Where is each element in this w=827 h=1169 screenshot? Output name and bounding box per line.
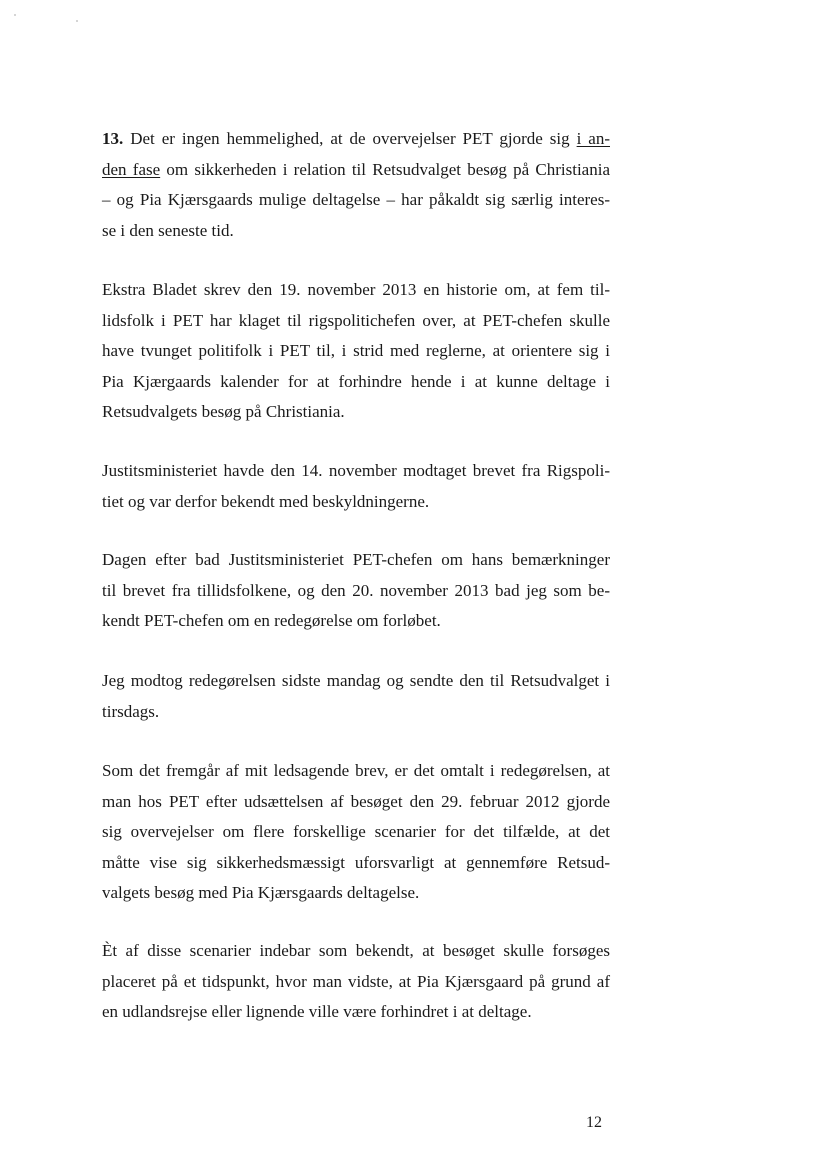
paragraph-3 <box>102 456 610 517</box>
underlined-text: i an- <box>576 129 610 148</box>
line-text: om sikkerheden i relation til Retsudvalget besøg på Christiania <box>160 159 610 179</box>
paragraph-2 <box>102 275 610 428</box>
paragraph-line: Som det fremgår af mit ledsagende brev, er det omtalt i redegørelsen, at <box>102 761 610 780</box>
paragraph-line: Ekstra Bladet skrev den 19. november 2013 en historie om, at fem til- <box>102 280 610 299</box>
paragraph-line: Pia Kjærgaards kalender for at forhindre hende i at kunne deltage i <box>102 371 610 391</box>
line-text: Det er ingen hemmelighed, at de overvejelser PET gjorde sig <box>123 129 577 148</box>
paragraph-line: måtte vise sig sikkerhedsmæssigt uforsvarligt at gennemføre Retsud- <box>102 852 610 872</box>
paragraph-line: Jeg modtog redegørelsen sidste mandag og sendte den til Retsudvalget i <box>102 671 610 690</box>
paragraph-line: Dagen efter bad Justitsministeriet PET-chefen om hans bemærkninger <box>102 550 610 569</box>
paragraph-line: placeret på et tidspunkt, hvor man vidste, at Pia Kjærsgaard på grund af <box>102 971 610 991</box>
paragraph-line: – og Pia Kjærsgaards mulige deltagelse – har påkaldt sig særlig interes- <box>102 190 610 209</box>
scan-speck <box>14 14 16 16</box>
paragraph-line: sig overvejelser om flere forskellige scenarier for det tilfælde, at det <box>102 822 610 841</box>
paragraph-line: lidsfolk i PET har klaget til rigspolitichefen over, at PET-chefen skulle <box>102 310 610 330</box>
paragraph-line: til brevet fra tillidsfolkene, og den 20. november 2013 bad jeg som be- <box>102 580 610 600</box>
paragraph-line: valgets besøg med Pia Kjærsgaards deltagelse. <box>102 883 420 902</box>
paragraph-line <box>102 155 610 186</box>
underlined-text: den fase <box>102 159 161 179</box>
paragraph-line <box>102 124 610 155</box>
paragraph-line: Justitsministeriet havde den 14. november modtaget brevet fra Rigspoli- <box>102 461 610 480</box>
paragraph-7 <box>102 936 610 1028</box>
paragraph-line: se i den seneste tid. <box>102 220 234 240</box>
paragraph-line: kendt PET-chefen om en redegørelse om forløbet. <box>102 611 441 630</box>
paragraph-line: en udlandsrejse eller lignende ville være forhindret i at deltage. <box>102 1002 532 1021</box>
page-number: 12 <box>586 1114 602 1131</box>
paragraph-line: have tvunget politifolk i PET til, i strid med reglerne, at orientere sig i <box>102 341 610 360</box>
paragraph-line: man hos PET efter udsættelsen af besøget den 29. februar 2012 gjorde <box>102 791 610 811</box>
paragraph-5 <box>102 666 610 727</box>
section-number: 13. <box>102 129 124 148</box>
paragraph-6 <box>102 756 610 909</box>
scan-speck <box>76 20 78 22</box>
paragraph-4 <box>102 545 610 637</box>
paragraph-line: Retsudvalgets besøg på Christiania. <box>102 402 345 421</box>
paragraph-line: tirsdags. <box>102 701 160 721</box>
paragraph-line: Èt af disse scenarier indebar som bekendt, at besøget skulle forsøges <box>102 941 610 960</box>
paragraph-1 <box>102 124 610 246</box>
paragraph-line: tiet og var derfor bekendt med beskyldningerne. <box>102 491 430 511</box>
